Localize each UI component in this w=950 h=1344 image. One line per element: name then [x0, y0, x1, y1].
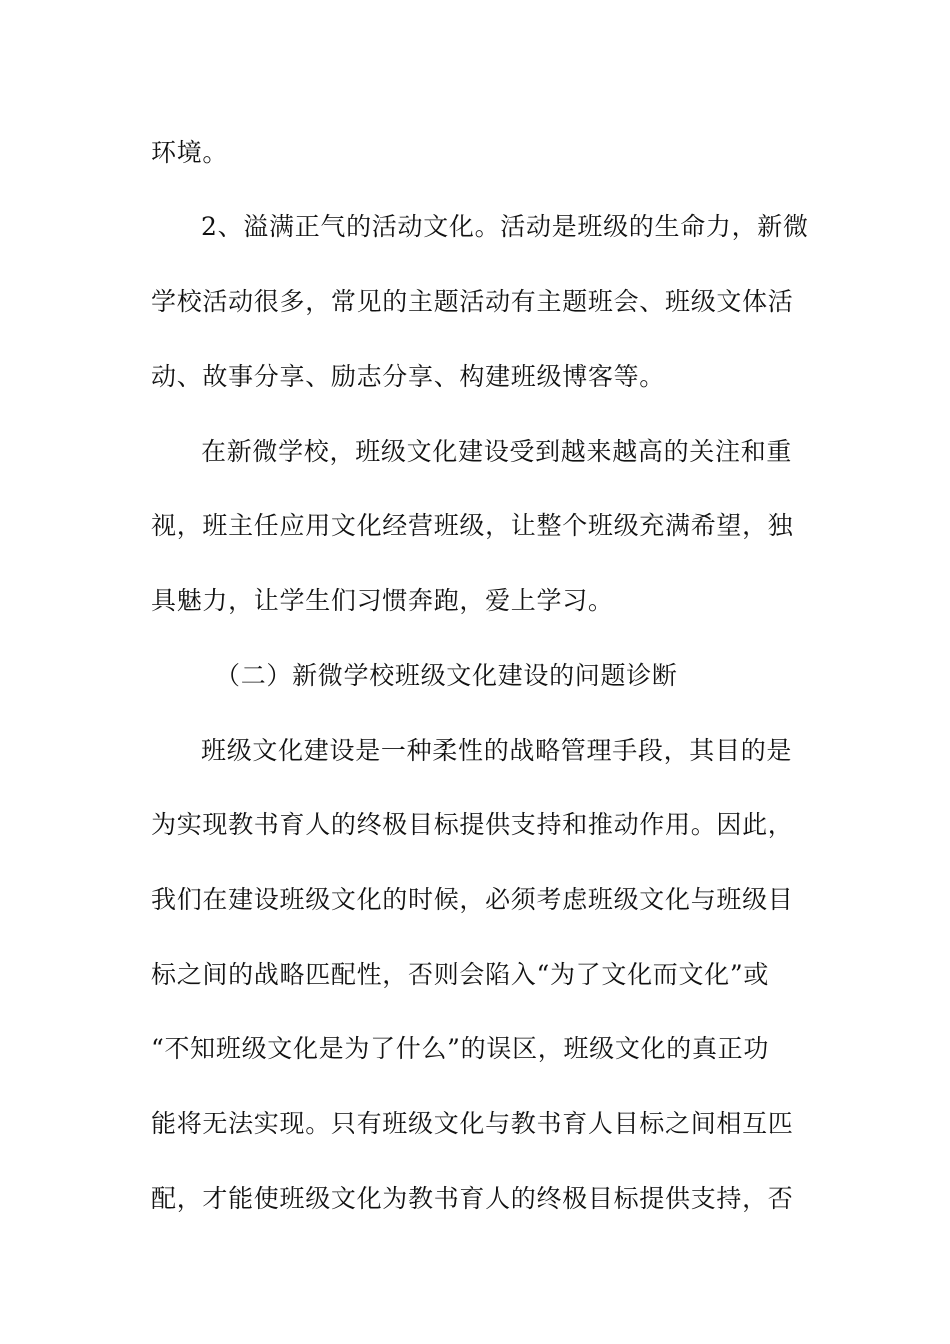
paragraph-line: 为实现教书育人的终极目标提供支持和推动作用。因此， [151, 810, 794, 839]
section-heading: （二）新微学校班级文化建设的问题诊断 [215, 661, 678, 690]
paragraph-line: 环境。 [151, 138, 229, 167]
paragraph-line: 在新微学校，班级文化建设受到越来越高的关注和重 [201, 437, 793, 466]
paragraph-line: 标之间的战略匹配性，否则会陷入“为了文化而文化”或 [151, 960, 770, 989]
paragraph-line: “不知班级文化是为了什么”的误区，班级文化的真正功 [151, 1034, 770, 1063]
paragraph-line: 具魅力，让学生们习惯奔跑，爱上学习。 [151, 586, 614, 615]
paragraph-line: 视，班主任应用文化经营班级，让整个班级充满希望，独 [151, 511, 794, 540]
paragraph-line: 能将无法实现。只有班级文化与教书育人目标之间相互匹 [151, 1109, 794, 1138]
paragraph-line: 配，才能使班级文化为教书育人的终极目标提供支持，否 [151, 1184, 794, 1213]
paragraph-line: 我们在建设班级文化的时候，必须考虑班级文化与班级目 [151, 885, 794, 914]
paragraph-line: 动、故事分享、励志分享、构建班级博客等。 [151, 362, 666, 391]
paragraph-line: 学校活动很多，常见的主题活动有主题班会、班级文体活 [151, 287, 794, 316]
paragraph-line: 班级文化建设是一种柔性的战略管理手段，其目的是 [201, 736, 793, 765]
paragraph-line: 2、溢满正气的活动文化。活动是班级的生命力，新微 [201, 212, 809, 241]
